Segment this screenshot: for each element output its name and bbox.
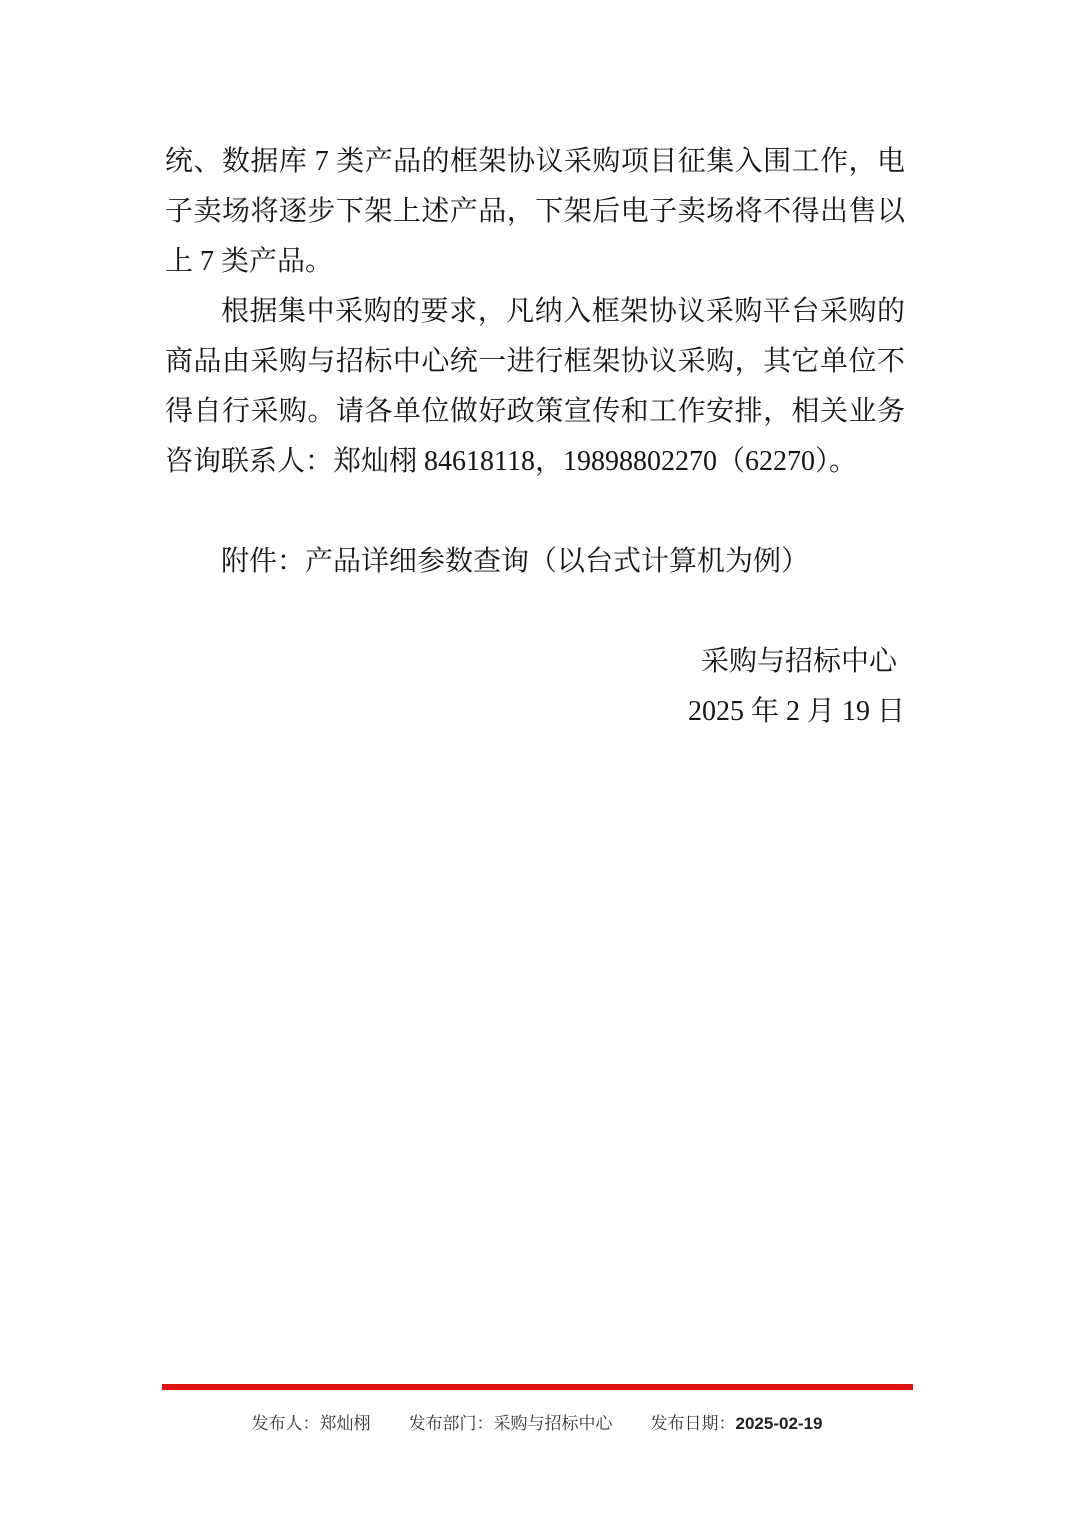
footer-department-label: 发布部门： xyxy=(408,1414,494,1433)
body-line-5: 商品由采购与招标中心统一进行框架协议采购，其它单位不 xyxy=(165,346,905,377)
body-line-2: 子卖场将逐步下架上述产品，下架后电子卖场将不得出售以 xyxy=(165,196,905,227)
body-line-4: 根据集中采购的要求，凡纳入框架协议采购平台采购的 xyxy=(221,296,905,327)
body-line-3: 上 7 类产品。 xyxy=(165,246,334,277)
footer-publisher xyxy=(252,1412,371,1436)
footer-date xyxy=(651,1412,823,1436)
attachment-line: 附件：产品详细参数查询（以台式计算机为例） xyxy=(221,546,810,577)
blank-line xyxy=(165,487,905,537)
footer-department-value: 采购与招标中心 xyxy=(493,1414,613,1433)
footer-department xyxy=(409,1412,613,1436)
footer xyxy=(0,1412,1074,1436)
body-line-7: 咨询联系人：郑灿栩 84618118，19898802270（62270）。 xyxy=(165,446,857,477)
body-line-1: 统、数据库 7 类产品的框架协议采购项目征集入围工作，电 xyxy=(165,146,905,177)
footer-date-label: 发布日期： xyxy=(650,1414,736,1433)
footer-divider xyxy=(162,1384,913,1390)
signature-org: 采购与招标中心 xyxy=(700,646,897,677)
body-line-6: 得自行采购。请各单位做好政策宣传和工作安排，相关业务 xyxy=(165,396,905,427)
blank-line xyxy=(165,587,905,637)
document-body xyxy=(165,137,905,737)
signature-date: 2025 年 2 月 19 日 xyxy=(687,696,905,727)
footer-publisher-label: 发布人： xyxy=(251,1414,320,1433)
footer-publisher-value: 郑灿栩 xyxy=(319,1414,371,1433)
footer-date-value: 2025-02-19 xyxy=(735,1414,823,1433)
